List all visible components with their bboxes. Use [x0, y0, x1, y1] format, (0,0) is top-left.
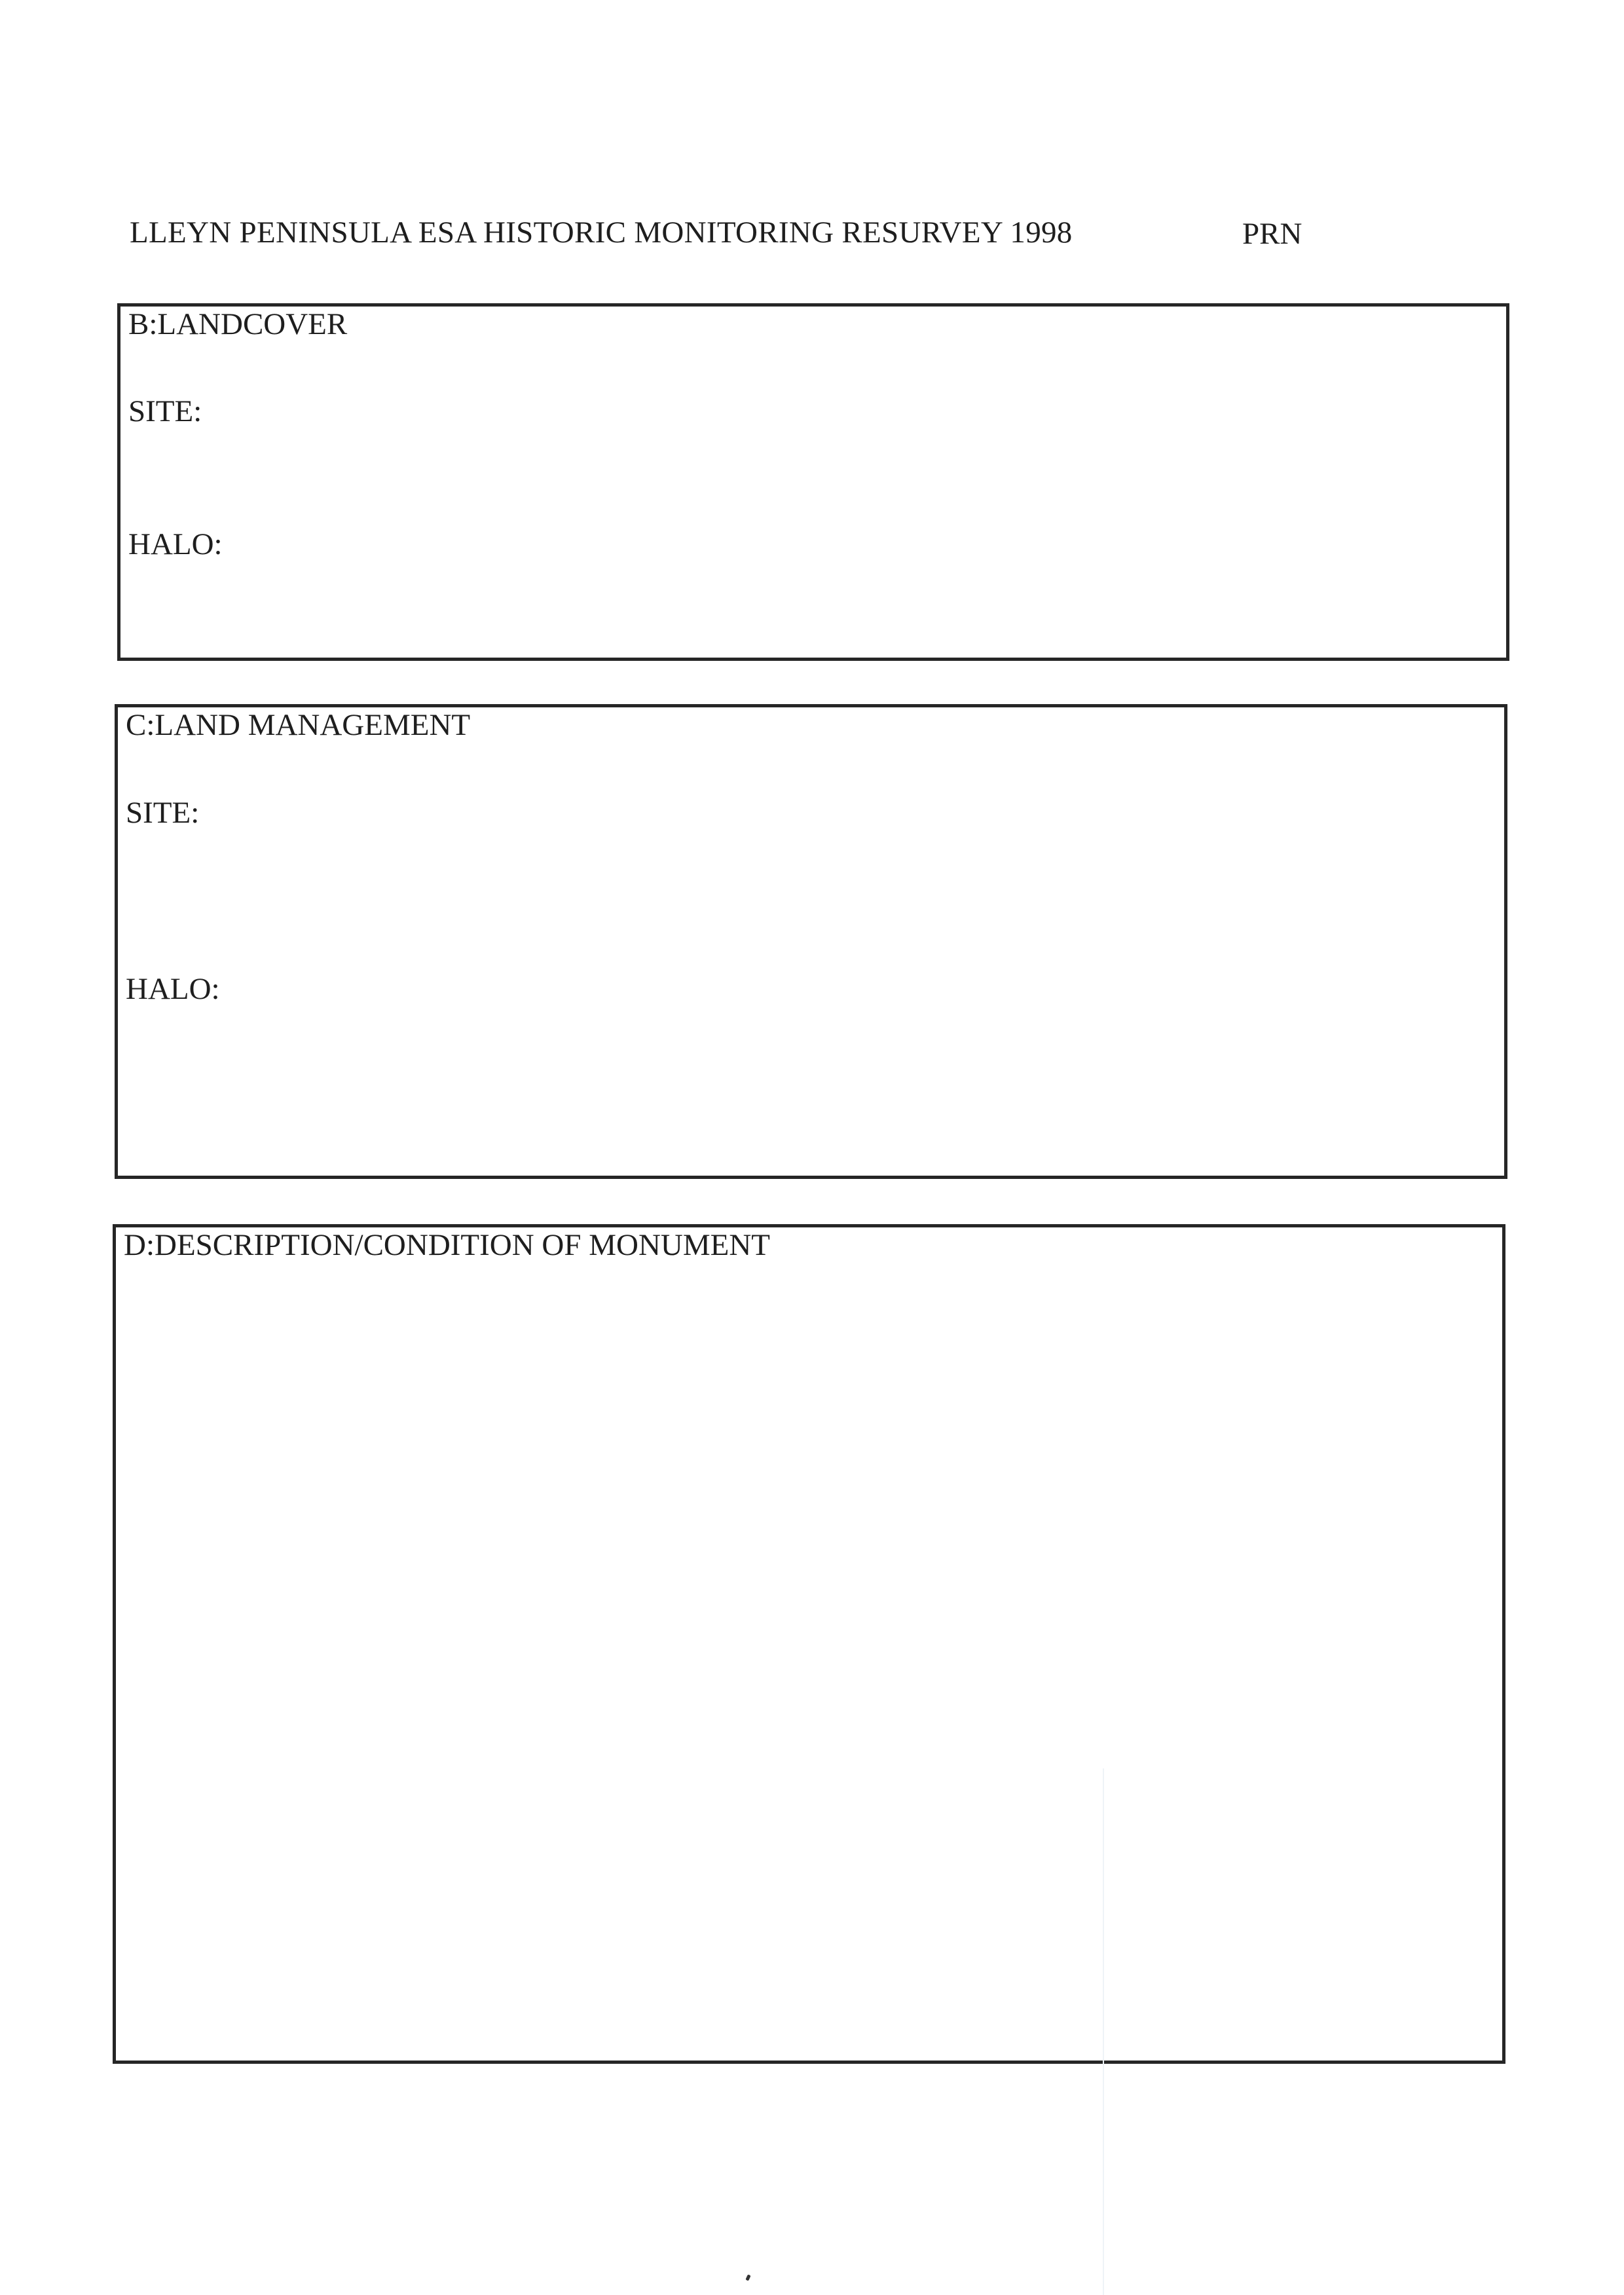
scan-speck: [745, 2274, 750, 2281]
description-section: [113, 1224, 1505, 2064]
scan-artifact-line: [1103, 1768, 1104, 2295]
land-management-heading: C:LAND MANAGEMENT: [126, 708, 471, 742]
prn-label: PRN: [1242, 217, 1302, 251]
landcover-heading: B:LANDCOVER: [128, 307, 348, 341]
form-title: LLEYN PENINSULA ESA HISTORIC MONITORING RESURVEY 1998: [130, 215, 1073, 250]
landcover-site-label: SITE:: [128, 394, 202, 428]
land-management-section: [115, 704, 1507, 1179]
land-management-halo-label: HALO:: [126, 972, 220, 1006]
description-heading: D:DESCRIPTION/CONDITION OF MONUMENT: [124, 1228, 770, 1262]
landcover-halo-label: HALO:: [128, 527, 223, 561]
land-management-site-label: SITE:: [126, 796, 200, 830]
landcover-section: [117, 303, 1509, 661]
